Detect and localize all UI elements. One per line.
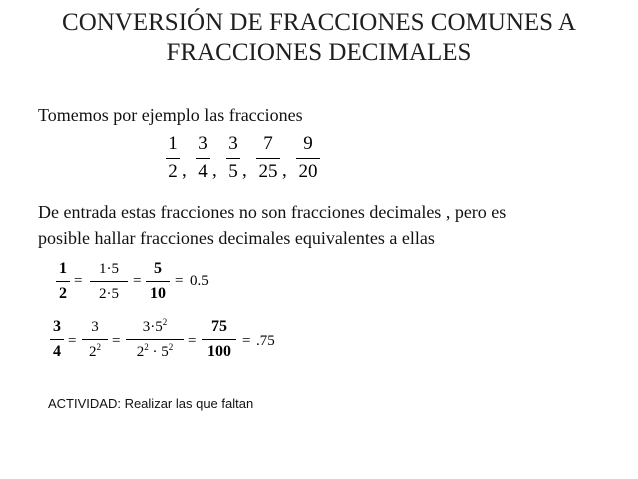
exponent: 2 — [162, 317, 168, 327]
fraction-3 — [226, 134, 240, 182]
fraction-bar — [256, 158, 280, 159]
fraction-1 — [166, 134, 180, 182]
equals-sign: = — [242, 333, 251, 349]
denominator: 100 — [207, 343, 231, 360]
fraction — [126, 318, 184, 361]
exponent: 2 — [168, 342, 174, 352]
numerator: 9 — [303, 133, 313, 154]
fraction-bar — [146, 281, 170, 282]
equals-sign: = — [133, 273, 142, 289]
numerator: 3 — [228, 133, 238, 154]
result-value: .75 — [256, 333, 275, 349]
fraction-bar — [126, 339, 184, 340]
denominator: 20 — [298, 161, 318, 182]
fraction-bar — [82, 339, 108, 340]
separator-comma: , — [282, 160, 287, 181]
base: 2 — [136, 344, 145, 360]
fraction-bar — [166, 158, 180, 159]
denominator: 4 — [53, 343, 61, 360]
fraction — [82, 318, 108, 361]
numerator: 5 — [154, 260, 162, 277]
intro-text: Tomemos por ejemplo las fracciones — [38, 105, 303, 125]
exponent: 2 — [96, 342, 101, 352]
fraction-4 — [256, 134, 280, 182]
fraction-bar — [50, 339, 64, 340]
denominator — [126, 343, 184, 361]
numerator: 3 — [53, 318, 61, 335]
fraction — [146, 260, 170, 303]
fraction — [50, 318, 64, 361]
fraction-bar — [56, 281, 70, 282]
denominator: 25 — [258, 161, 278, 182]
equals-sign: = — [175, 273, 184, 289]
title-line-2: FRACCIONES DECIMALES — [166, 39, 472, 66]
denominator: 4 — [198, 161, 208, 182]
equals-sign: = — [74, 273, 83, 289]
fraction-bar — [202, 339, 236, 340]
exponent: 2 — [144, 342, 149, 352]
result-value: 0.5 — [190, 273, 209, 289]
equals-sign: = — [112, 333, 121, 349]
denominator: 2 — [168, 161, 178, 182]
fraction-bar — [296, 158, 320, 159]
denominator: 2·5 — [99, 286, 119, 302]
denominator: 10 — [150, 285, 166, 302]
fraction-5 — [296, 134, 320, 182]
equals-sign: = — [188, 333, 197, 349]
fraction — [56, 260, 70, 303]
denominator: 5 — [228, 161, 238, 182]
equation-example-2 — [46, 318, 366, 370]
fraction-bar — [90, 281, 128, 282]
numerator: 3 — [198, 133, 208, 154]
numerator: 3 — [91, 319, 99, 335]
page-title — [0, 8, 638, 68]
separator-comma: , — [182, 160, 187, 181]
activity-text: ACTIVIDAD: Realizar las que faltan — [48, 396, 254, 411]
fraction-bar — [226, 158, 240, 159]
separator-comma: , — [212, 160, 217, 181]
base: 3·5 — [142, 319, 163, 335]
denominator: 2 — [59, 285, 67, 302]
equation-example-1 — [50, 260, 350, 308]
numerator: 1·5 — [99, 261, 119, 277]
fraction-2 — [196, 134, 210, 182]
title-line-1: CONVERSIÓN DE FRACCIONES COMUNES A — [62, 9, 576, 36]
numerator: 7 — [263, 133, 273, 154]
numerator: 75 — [211, 318, 227, 335]
fraction-bar — [196, 158, 210, 159]
explanation-line-1: De entrada estas fracciones no son fracciones decimales , pero es — [38, 202, 507, 222]
numerator: 1 — [168, 133, 178, 154]
fraction — [202, 318, 236, 361]
explanation-line-2: posible hallar fracciones decimales equivalentes a ellas — [38, 228, 435, 248]
denominator — [82, 343, 108, 361]
numerator — [126, 318, 184, 336]
base: 2 — [89, 344, 97, 360]
fraction — [90, 260, 128, 303]
fraction-list — [166, 134, 326, 188]
equals-sign: = — [68, 333, 77, 349]
numerator: 1 — [59, 260, 67, 277]
separator-comma: , — [242, 160, 247, 181]
base: · 5 — [148, 344, 169, 360]
explanation-text — [38, 199, 506, 251]
